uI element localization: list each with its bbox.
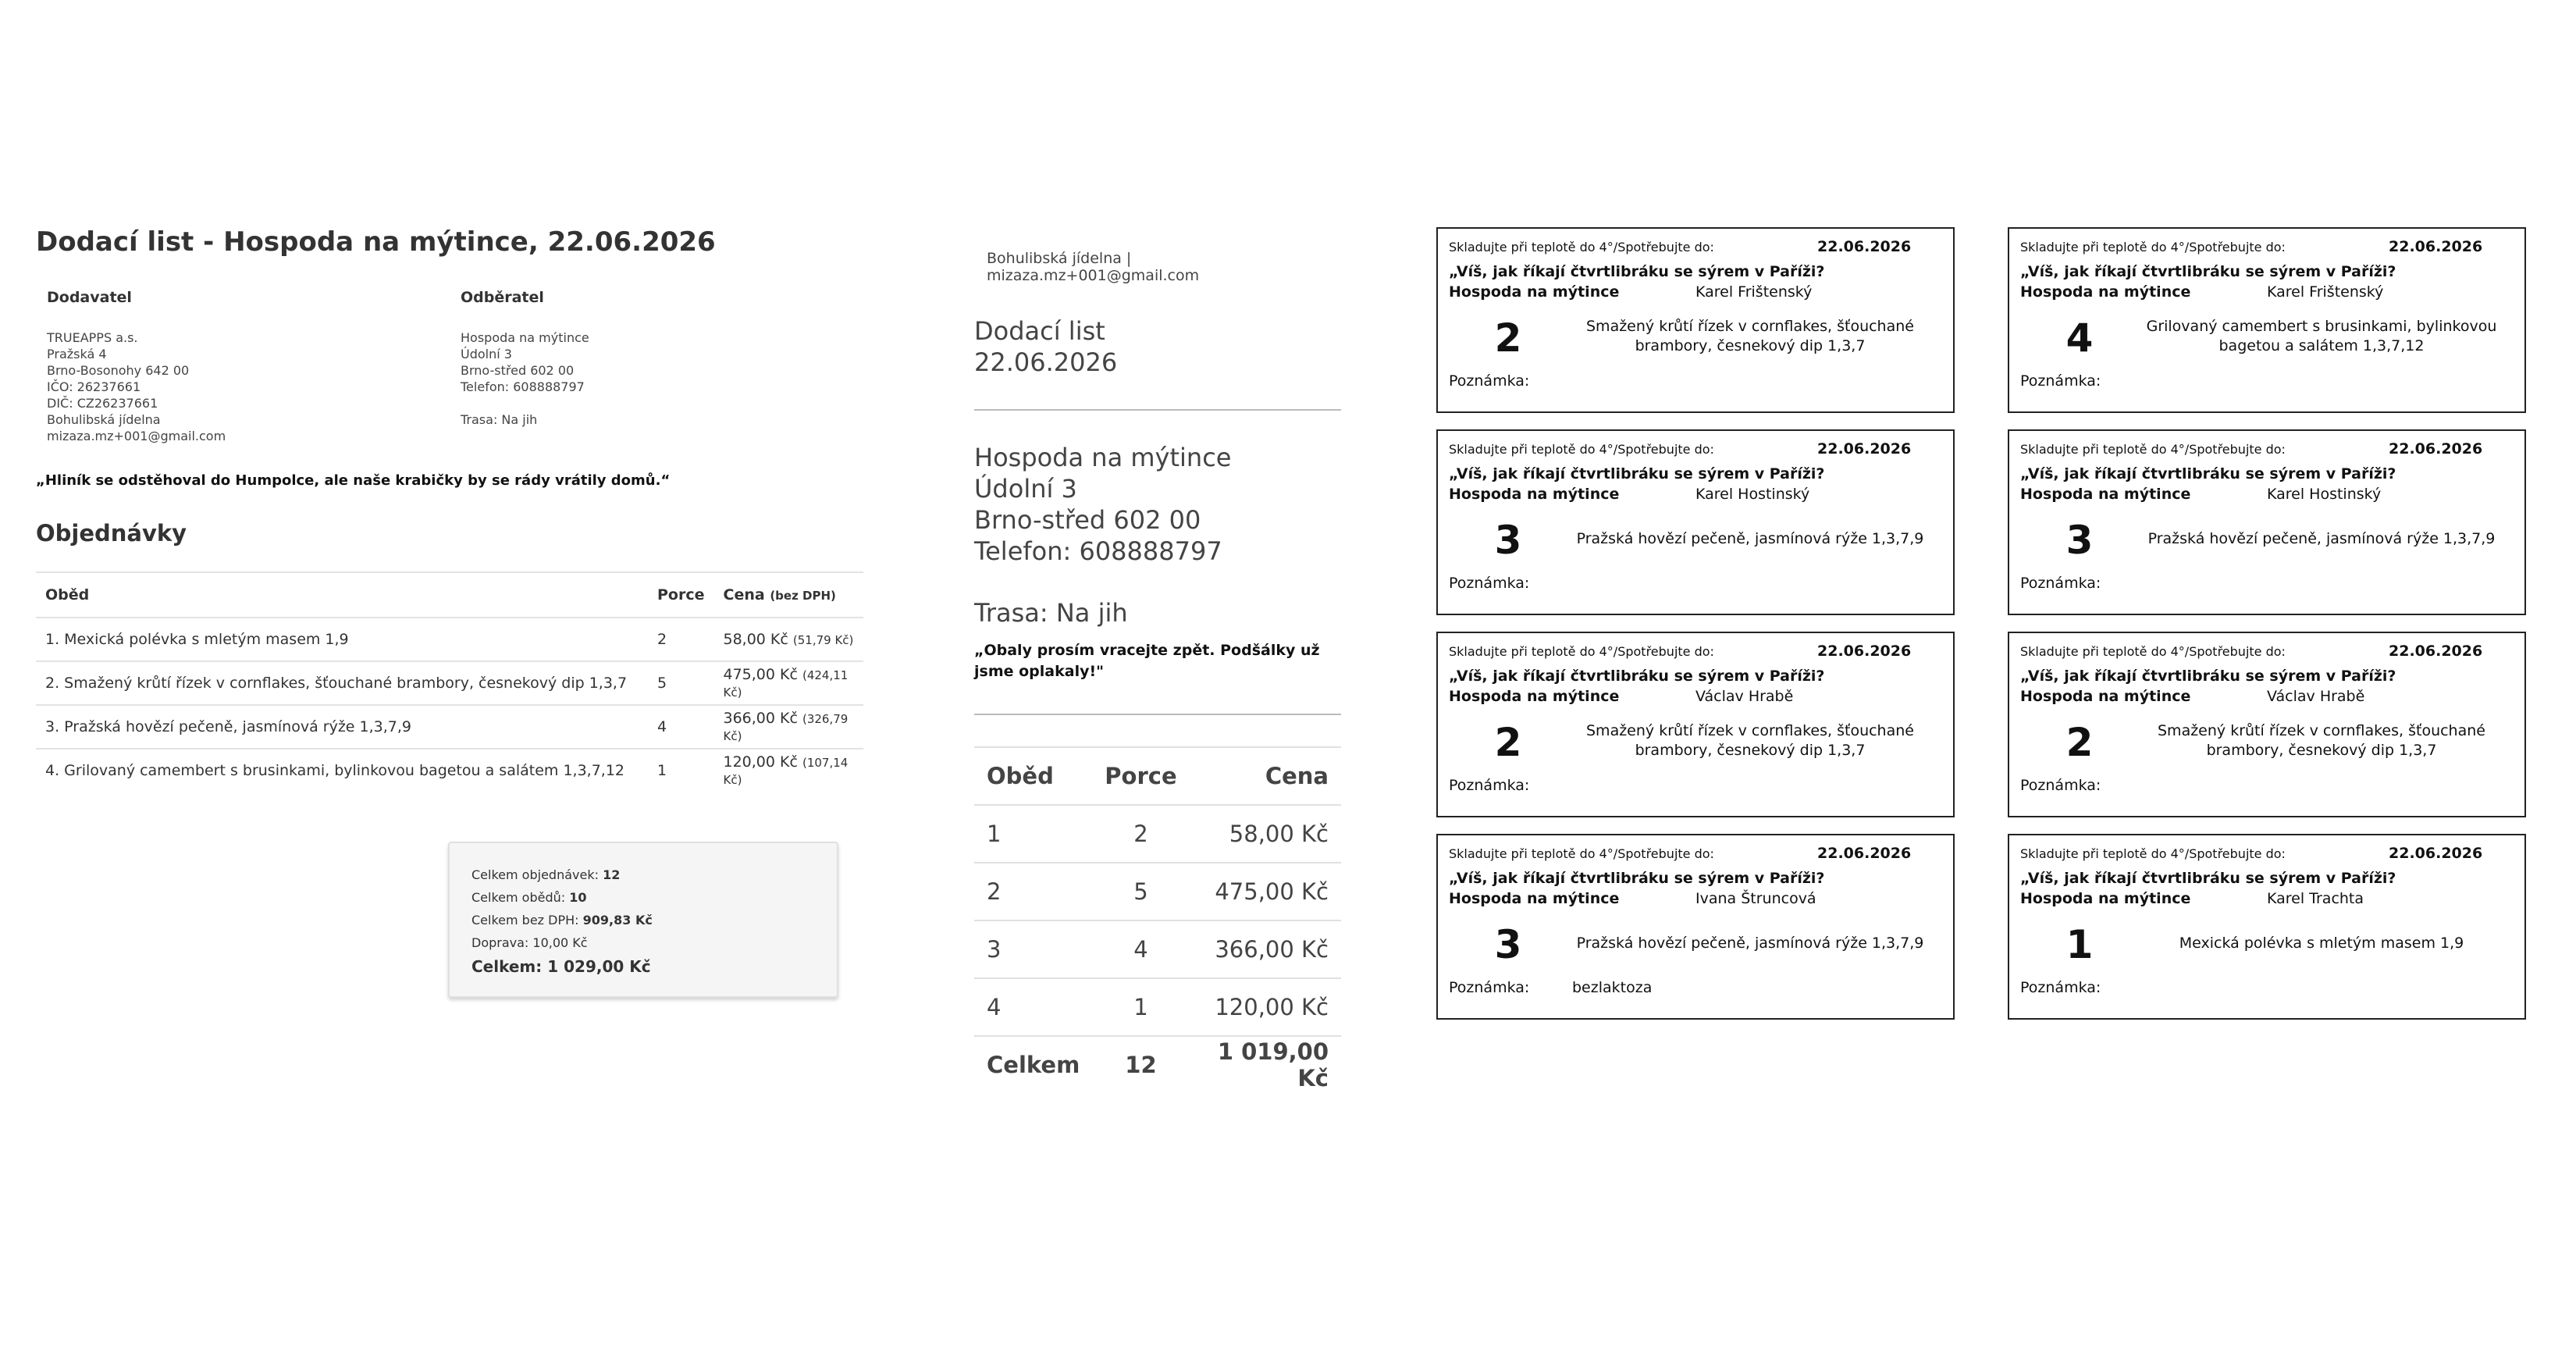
label-meal: Mexická polévka s mletým masem 1,9 [2179,934,2464,952]
label-customer: Hospoda na mýtince [2020,890,2191,907]
label-meal: Pražská hovězí pečeně, jasmínová rýže 1,3,7,9 [1576,529,1924,547]
label-person: Karel Hostinský [1695,486,1810,503]
portions-cell: 2 [1092,805,1189,863]
total-portions: 12 [1092,1036,1189,1093]
label-date: 22.06.2026 [2389,845,2483,862]
label-customer: Hospoda na mýtince [1449,486,1620,503]
table-header-row [974,747,1341,805]
label-date: 22.06.2026 [2389,643,2483,660]
price-cell [714,618,864,661]
total-label: Celkem [974,1036,1092,1093]
label-customer: Hospoda na mýtince [2020,283,2191,301]
label-slogan: „Víš, jak říkají čtvrtlibráku se sýrem v Paříži? [2020,668,2396,685]
label-date: 22.06.2026 [1817,643,1912,660]
meal-label [2008,227,2526,413]
label-date: 22.06.2026 [2389,238,2483,255]
orders-table [36,571,863,792]
portions-column-header: Porce [648,572,714,618]
label-note-caption: Poznámka: [2020,372,2101,390]
label-note-caption: Poznámka: [1449,372,1530,390]
label-slogan: „Víš, jak říkají čtvrtlibráku se sýrem v Paříži? [2020,263,2396,280]
price-cell: 120,00 Kč [1190,978,1341,1036]
label-note-caption: Poznámka: [2020,979,2101,996]
price-value: 58,00 Kč [723,631,788,648]
divider [974,714,1341,715]
customer-line: Údolní 3 [461,347,512,361]
table-row [974,805,1341,863]
meal-column-header: Oběd [974,747,1092,805]
price-column-header: Cena [1190,747,1341,805]
label-meal: Pražská hovězí pečeně, jasmínová rýže 1,3,7,9 [1576,934,1924,952]
delivery-slip-panel [974,226,1341,1093]
customer-line: Hospoda na mýtince [461,330,589,345]
customer-line: Telefon: 608888797 [461,379,585,394]
label-note-caption: Poznámka: [2020,575,2101,592]
summary-box [448,842,838,998]
meal-cell: 4. Grilovaný camembert s brusinkami, bylinkovou bagetou a salátem 1,3,7,12 [36,749,648,792]
price-cell [714,749,864,792]
label-meal: Smažený krůtí řízek v cornflakes, šťouchané brambory, česnekový dip 1,3,7 [2158,722,2485,759]
price-value: 366,00 Kč [723,710,798,727]
slip-table [974,746,1341,1093]
table-row [36,618,863,661]
page-title: Dodací list - Hospoda na mýtince, 22.06.2026 [36,226,716,258]
meal-number: 4 [974,978,1092,1036]
grand-total: Celkem: 1 029,00 Kč [471,957,651,976]
slogan: „Hliník se odstěhoval do Humpolce, ale naše krabičky by se rády vrátily domů.“ [36,472,671,489]
storage-note: Skladujte při teplotě do 4°/Spotřebujte do: [1449,846,1714,861]
supplier-line: Pražská 4 [47,347,107,361]
table-row [36,661,863,705]
label-person: Ivana Štruncová [1695,890,1816,907]
portions-cell: 4 [1092,920,1189,978]
supplier-line: Brno-Bosonohy 642 00 [47,363,190,378]
label-date: 22.06.2026 [2389,440,2483,458]
supplier-line: TRUEAPPS a.s. [47,330,138,345]
label-slogan: „Víš, jak říkají čtvrtlibráku se sýrem v Paříži? [1449,870,1825,887]
label-customer: Hospoda na mýtince [1449,688,1620,705]
portions-column-header: Porce [1092,747,1189,805]
customer-route: Trasa: Na jih [461,412,538,427]
price-cell: 475,00 Kč [1190,863,1341,920]
label-customer: Hospoda na mýtince [1449,890,1620,907]
label-slogan: „Víš, jak říkají čtvrtlibráku se sýrem v Paříži? [2020,870,2396,887]
supplier-line: Bohulibská jídelna [47,412,161,427]
storage-note: Skladujte při teplotě do 4°/Spotřebujte do: [2020,442,2286,457]
price-net: (326,79 Kč) [723,712,849,743]
portions-cell: 1 [1092,978,1189,1036]
address-line: Brno-střed 602 00 [974,505,1201,535]
supplier-line: IČO: 26237661 [47,379,141,394]
storage-note: Skladujte při teplotě do 4°/Spotřebujte do: [2020,240,2286,255]
kitchen-contact: Bohulibská jídelna | mizaza.mz+001@gmail.com [987,250,1200,284]
supplier-email: mizaza.mz+001@gmail.com [47,429,226,443]
doc-date: 22.06.2026 [974,347,1118,377]
divider [974,409,1341,411]
label-person: Karel Frištenský [1695,283,1813,301]
portions-cell: 4 [648,705,714,749]
label-slogan: „Víš, jak říkají čtvrtlibráku se sýrem v Paříži? [1449,263,1825,280]
label-person: Karel Hostinský [2267,486,2382,503]
price-header-label: Cena [723,586,765,604]
meal-label [2008,429,2526,615]
label-slogan: „Víš, jak říkají čtvrtlibráku se sýrem v Paříži? [1449,668,1825,685]
storage-note: Skladujte při teplotě do 4°/Spotřebujte do: [2020,846,2286,861]
price-cell: 58,00 Kč [1190,805,1341,863]
label-portions: 2 [1494,720,1522,765]
label-meal: Grilovaný camembert s brusinkami, bylinkovou bagetou a salátem 1,3,7,12 [2146,318,2497,354]
meal-label [1436,429,1955,615]
customer-line: Brno-střed 602 00 [461,363,575,378]
supplier-heading: Dodavatel [47,289,132,306]
delivery-note-panel [36,226,863,976]
storage-note: Skladujte při teplotě do 4°/Spotřebujte do: [1449,442,1714,457]
label-date: 22.06.2026 [1817,440,1912,458]
label-note-caption: Poznámka: [2020,777,2101,794]
storage-note: Skladujte při teplotě do 4°/Spotřebujte do: [2020,644,2286,659]
slogan: „Obaly prosím vracejte zpět. Podšálky už jsme oplakaly!" [974,642,1320,680]
meal-label [1436,632,1955,817]
total-row [974,1036,1341,1093]
address-line: Telefon: 608888797 [974,536,1222,566]
meal-number: 1 [974,805,1092,863]
parties [36,289,863,444]
meal-label [2008,834,2526,1020]
label-date: 22.06.2026 [1817,238,1912,255]
label-slogan: „Víš, jak říkají čtvrtlibráku se sýrem v Paříži? [1449,465,1825,482]
price-column-header [714,572,864,618]
supplier-line: DIČ: CZ26237661 [47,396,158,411]
label-note-caption: Poznámka: [1449,575,1530,592]
address-line: Hospoda na mýtince [974,443,1232,472]
meal-label [2008,632,2526,817]
orders-count: Celkem objednávek: 12 [471,867,621,882]
net-total: Celkem bez DPH: 909,83 Kč [471,913,653,928]
price-value: 120,00 Kč [723,753,798,771]
meal-cell: 3. Pražská hovězí pečeně, jasmínová rýže 1,3,7,9 [36,705,648,749]
label-portions: 1 [2065,922,2094,967]
portions-cell: 1 [648,749,714,792]
meal-cell: 1. Mexická polévka s mletým masem 1,9 [36,618,648,661]
price-cell: 366,00 Kč [1190,920,1341,978]
label-person: Václav Hrabě [2267,688,2365,705]
label-portions: 3 [1494,922,1522,967]
customer-address [974,442,1341,567]
vat-note: (bez DPH) [770,589,836,603]
label-portions: 3 [1494,518,1522,563]
price-net: (51,79 Kč) [792,633,854,647]
label-person: Karel Frištenský [2267,283,2384,301]
label-customer: Hospoda na mýtince [2020,688,2191,705]
label-slogan: „Víš, jak říkají čtvrtlibráku se sýrem v Paříži? [2020,465,2396,482]
meal-number: 2 [974,863,1092,920]
route: Trasa: Na jih [974,598,1128,628]
orders-heading: Objednávky [36,520,187,547]
price-net: (424,11 Kč) [723,668,849,700]
label-note-caption: Poznámka: [1449,777,1530,794]
label-portions: 4 [2065,315,2094,361]
supplier-block [36,289,450,444]
table-row [974,920,1341,978]
label-person: Václav Hrabě [1695,688,1794,705]
meal-label [1436,834,1955,1020]
price-cell [714,705,864,749]
table-row [974,978,1341,1036]
label-portions: 2 [1494,315,1522,361]
storage-note: Skladujte při teplotě do 4°/Spotřebujte do: [1449,644,1714,659]
label-note-caption: Poznámka: [1449,979,1530,996]
price-net: (107,14 Kč) [723,756,849,787]
meal-column-header: Oběd [36,572,648,618]
label-note: bezlaktoza [1572,979,1653,996]
portions-cell: 2 [648,618,714,661]
label-meal: Smažený krůtí řízek v cornflakes, šťouchané brambory, česnekový dip 1,3,7 [1586,318,1914,354]
customer-block [450,289,863,444]
label-person: Karel Trachta [2267,890,2364,907]
label-portions: 2 [2065,720,2094,765]
table-row [974,863,1341,920]
meal-label [1436,227,1955,413]
label-meal: Pražská hovězí pečeně, jasmínová rýže 1,3,7,9 [2147,529,2496,547]
meals-count: Celkem obědů: 10 [471,890,587,905]
label-customer: Hospoda na mýtince [1449,283,1620,301]
total-price: 1 019,00 Kč [1190,1036,1341,1093]
meal-number: 3 [974,920,1092,978]
table-header-row [36,572,863,618]
label-portions: 3 [2065,518,2094,563]
label-meal: Smažený krůtí řízek v cornflakes, šťouchané brambory, česnekový dip 1,3,7 [1586,722,1914,759]
delivery-fee: Doprava: 10,00 Kč [471,935,588,950]
table-row [36,749,863,792]
customer-heading: Odběratel [461,289,544,306]
meal-cell: 2. Smažený krůtí řízek v cornflakes, šťouchané brambory, česnekový dip 1,3,7 [36,661,648,705]
storage-note: Skladujte při teplotě do 4°/Spotřebujte do: [1449,240,1714,255]
doc-title-block [974,315,1341,378]
price-value: 475,00 Kč [723,666,798,683]
label-customer: Hospoda na mýtince [2020,486,2191,503]
portions-cell: 5 [648,661,714,705]
doc-title: Dodací list [974,316,1105,346]
price-cell [714,661,864,705]
table-row [36,705,863,749]
label-date: 22.06.2026 [1817,845,1912,862]
portions-cell: 5 [1092,863,1189,920]
address-line: Údolní 3 [974,474,1077,504]
